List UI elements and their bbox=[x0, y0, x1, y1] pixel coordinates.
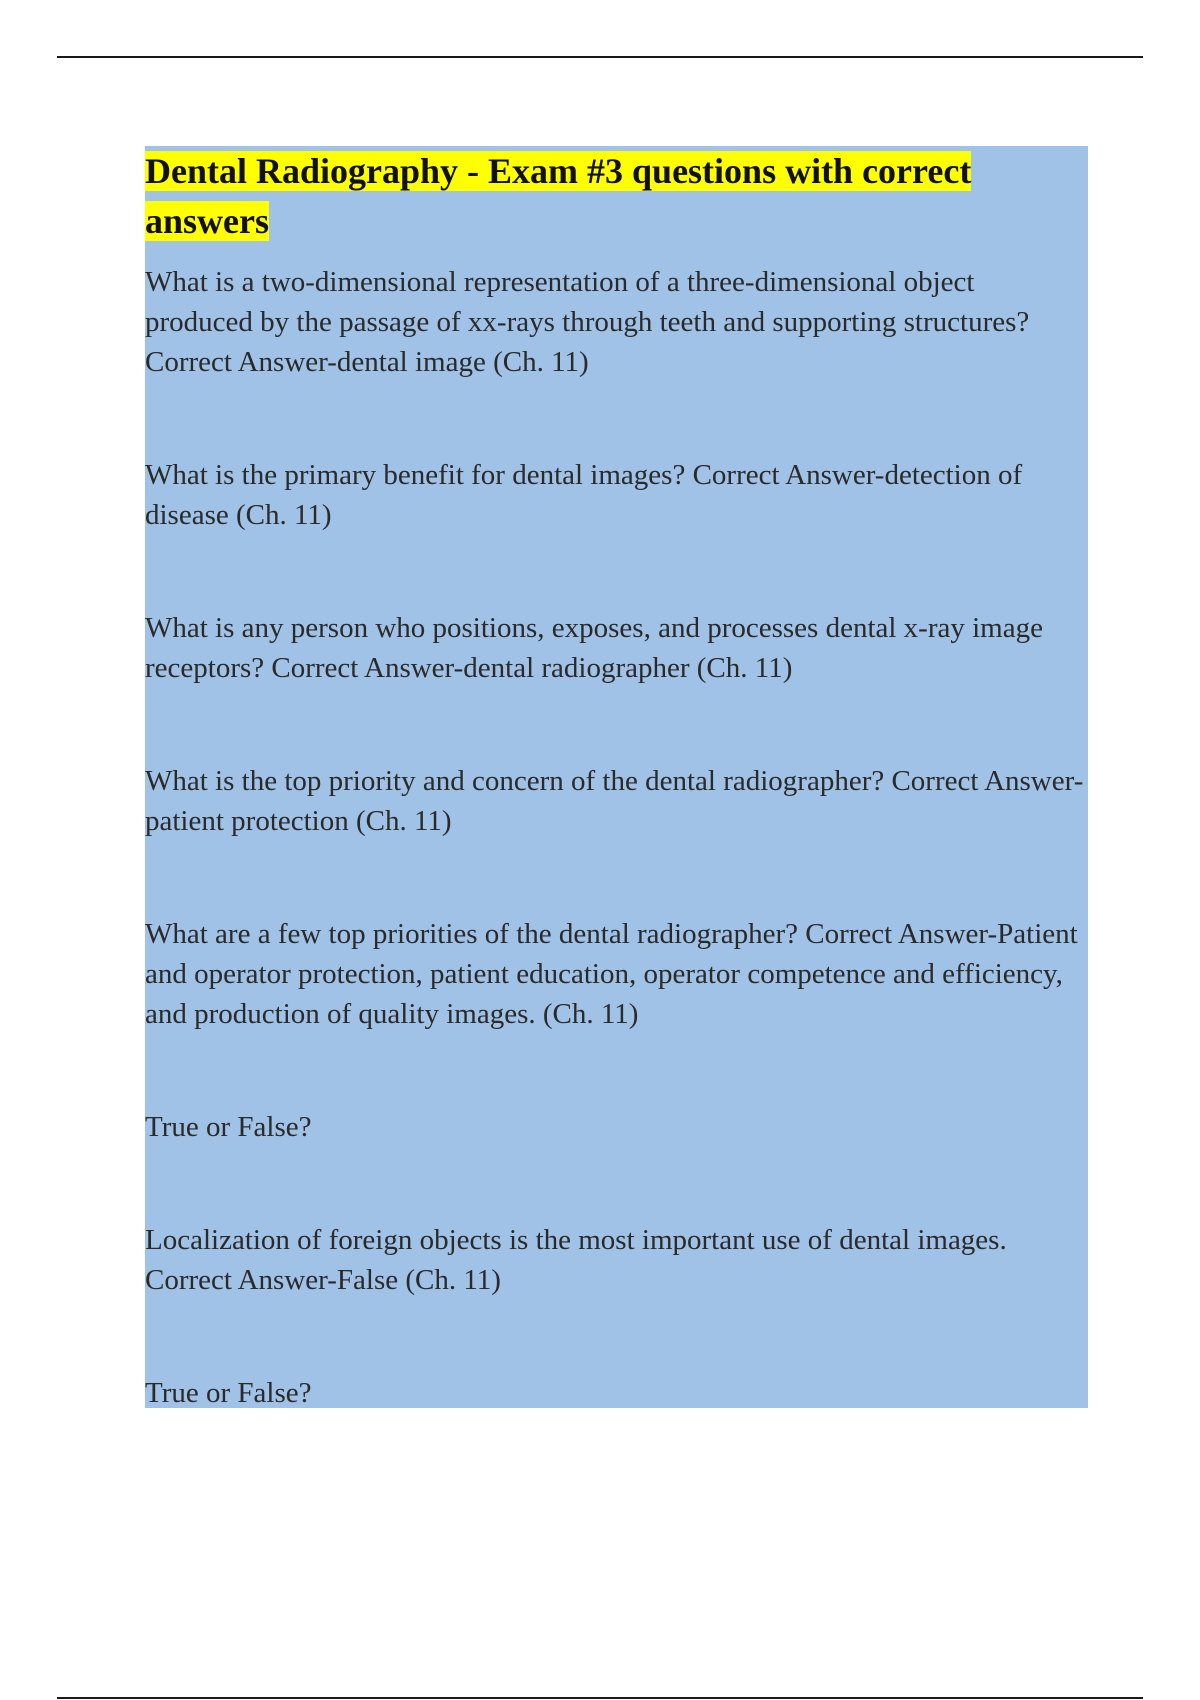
qa-item-1: What is a two-dimensional representation of a three-dimensional object produced by the passage of xx-rays through teeth and supporting structures? Correct Answer-dental image (Ch. 11) bbox=[145, 266, 1030, 378]
qa-item-7: Localization of foreign objects is the most important use of dental images. Correct Answer-False (Ch. 11) bbox=[145, 1224, 1007, 1296]
document-title bbox=[145, 146, 1088, 246]
document-content bbox=[145, 146, 1088, 1408]
title-highlight: Dental Radiography - Exam #3 questions with correct answers bbox=[145, 151, 972, 241]
footer-rule bbox=[57, 1697, 1143, 1699]
qa-item-3: What is any person who positions, exposes, and processes dental x-ray image receptors? Correct Answer-dental radiographer (Ch. 11) bbox=[145, 612, 1043, 684]
qa-item-4: What is the top priority and concern of the dental radiographer? Correct Answer-patient protection (Ch. 11) bbox=[145, 765, 1084, 837]
qa-item-2: What is the primary benefit for dental images? Correct Answer-detection of disease (Ch. 11) bbox=[145, 459, 1023, 531]
qa-item-6: True or False? bbox=[145, 1111, 312, 1143]
qa-item-8: True or False? bbox=[145, 1377, 312, 1409]
qa-item-5: What are a few top priorities of the dental radiographer? Correct Answer-Patient and operator protection, patient education, operator competence and efficiency, and production of quality images. (Ch. 11) bbox=[145, 918, 1078, 1030]
header-rule bbox=[57, 56, 1143, 58]
